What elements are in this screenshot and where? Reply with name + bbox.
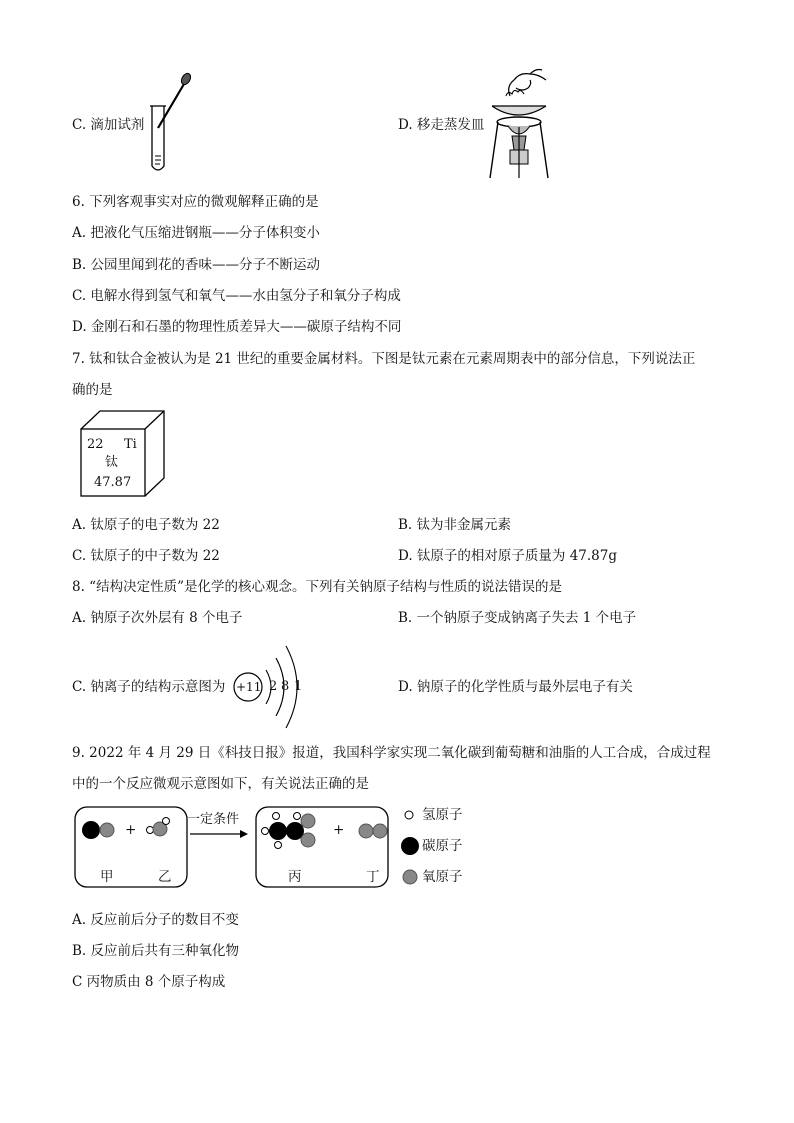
q9-option-b: B. 反应前后共有三种氧化物 [72,943,240,959]
q9-option-c: C 丙物质由 8 个原子构成 [72,974,226,990]
periodic-table-cell [80,410,166,498]
element-atomic-number: 22 [87,437,104,452]
label-jia: 甲 [100,869,114,885]
sodium-ion-structure-diagram [232,640,312,734]
shell-2-electrons: 8 [281,679,290,694]
legend-hydrogen-label: 氢原子 [422,807,463,823]
q6-option-a: A. 把液化气压缩进钢瓶——分子体积变小 [72,225,320,241]
q7-option-a: A. 钛原子的电子数为 22 [72,517,220,533]
label-bing: 丙 [288,869,302,885]
reaction-condition: 一定条件 [187,812,240,827]
legend-oxygen-label: 氧原子 [422,869,463,885]
question-8-stem: 8. “结构决定性质”是化学的核心观念。下列有关钠原子结构与性质的说法错误的是 [72,579,562,595]
legend-oxygen-icon [402,869,418,885]
option-d-label: D. 移走蒸发皿 [398,117,485,133]
element-atomic-mass: 47.87 [94,475,132,490]
q8-option-b: B. 一个钠原子变成钠离子失去 1 个电子 [398,610,637,626]
q9-option-a: A. 反应前后分子的数目不变 [72,912,239,928]
q6-option-c: C. 电解水得到氢气和氧气——水由氢分子和氧分子构成 [72,288,401,304]
q8-option-a: A. 钠原子次外层有 8 个电子 [72,610,243,626]
q8-option-c: C. 钠离子的结构示意图为 [72,679,226,695]
question-7-stem-line2: 确的是 [72,382,113,398]
question-7-stem-line1: 7. 钛和钛合金被认为是 21 世纪的重要金属材料。下图是钛元素在元素周期表中的部分信息，下列说法正 [72,351,696,367]
test-tube-dropper-illustration [140,70,200,178]
shell-3-electrons: 1 [294,679,303,694]
legend-carbon-label: 碳原子 [422,838,463,854]
label-ding: 丁 [366,869,380,885]
reactant-plus-sign: + [125,822,137,838]
element-symbol: Ti [124,437,137,452]
question-9-stem-line2: 中的一个反应微观示意图如下，有关说法正确的是 [72,776,369,792]
label-yi: 乙 [158,869,172,885]
legend-hydrogen-icon [404,810,414,820]
q7-option-b: B. 钛为非金属元素 [398,517,512,533]
q6-option-b: B. 公园里闻到花的香味——分子不断运动 [72,257,321,273]
element-name: 钛 [105,455,119,470]
option-c-label: C. 滴加试剂 [72,117,145,133]
nucleus-charge: +11 [236,680,262,694]
atom-legend [400,804,490,890]
q7-option-d: D. 钛原子的相对原子质量为 47.87g [398,548,618,564]
question-6-stem: 6. 下列客观事实对应的微观解释正确的是 [72,194,319,210]
q6-option-d: D. 金刚石和石墨的物理性质差异大——碳原子结构不同 [72,319,402,335]
legend-carbon-icon [400,836,420,856]
evaporating-dish-stand-illustration [486,66,556,182]
q7-option-c: C. 钛原子的中子数为 22 [72,548,220,564]
question-9-stem-line1: 9. 2022 年 4 月 29 日《科技日报》报道，我国科学家实现二氧化碳到葡萄糖和油脂的人工合成，合成过程 [72,745,711,761]
shell-1-electrons: 2 [269,679,278,694]
q8-option-d: D. 钠原子的化学性质与最外层电子有关 [398,679,633,695]
product-plus-sign: + [333,822,345,838]
